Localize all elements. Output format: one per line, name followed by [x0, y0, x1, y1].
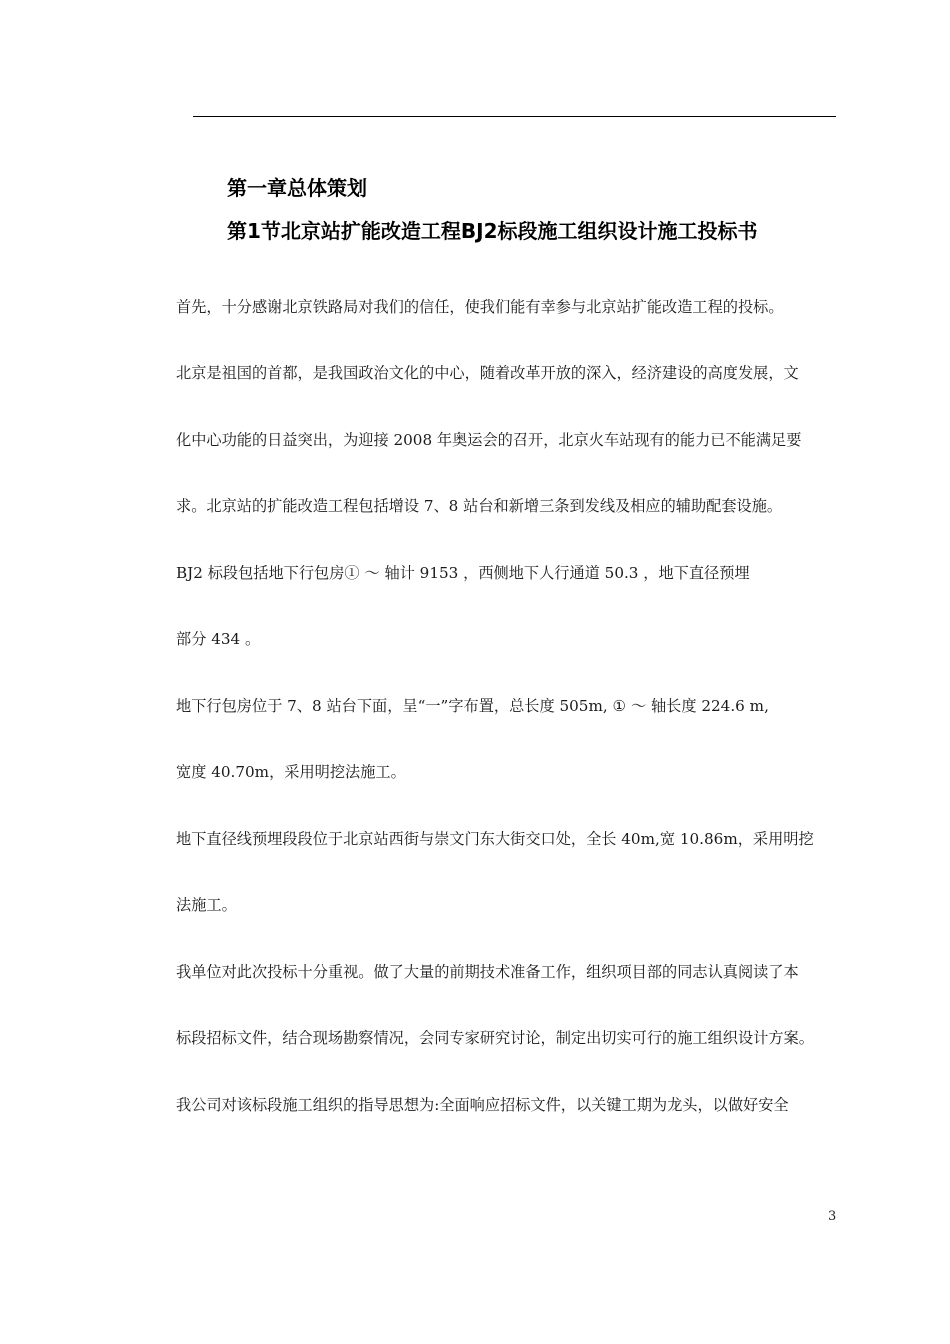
- paragraph-line: 地下直径线预埋段段位于北京站西街与崇文门东大街交口处，全长 40m,宽 10.86m，采用明挖: [176, 830, 814, 848]
- paragraph-line: 法施工。: [176, 896, 237, 914]
- paragraph-line: 首先，十分感谢北京铁路局对我们的信任，使我们能有幸参与北京站扩能改造工程的投标。: [176, 298, 784, 316]
- page-number: 3: [828, 1209, 837, 1224]
- paragraph-line: 化中心功能的日益突出，为迎接 2008 年奥运会的召开，北京火车站现有的能力已不能满足要: [176, 431, 802, 449]
- paragraph-line: 求。北京站的扩能改造工程包括增设 7、8 站台和新增三条到发线及相应的辅助配套设施。: [176, 497, 783, 515]
- paragraph-line: BJ2 标段包括地下行包房① ～ 轴计 9153 ，西侧地下人行通道 50.3 ，地下直径预埋: [176, 564, 750, 582]
- paragraph-line: 宽度 40.70m，采用明挖法施工。: [176, 763, 406, 781]
- section-title: 第1节北京站扩能改造工程BJ2标段施工组织设计施工投标书: [227, 219, 758, 243]
- paragraph-line: 北京是祖国的首都，是我国政治文化的中心，随着改革开放的深入，经济建设的高度发展，文: [176, 364, 799, 382]
- paragraph-line: 标段招标文件，结合现场勘察情况，会同专家研究讨论，制定出切实可行的施工组织设计方案。: [176, 1029, 814, 1047]
- chapter-title: 第一章总体策划: [227, 176, 367, 200]
- paragraph-line: 地下行包房位于 7、8 站台下面，呈“一”字布置，总长度 505m, ① ～ 轴长度 224.6 m,: [176, 697, 769, 715]
- paragraph-line: 部分 434 。: [176, 630, 261, 648]
- paragraph-line: 我单位对此次投标十分重视。做了大量的前期技术准备工作，组织项目部的同志认真阅读了本: [176, 963, 799, 981]
- paragraph-line: 我公司对该标段施工组织的指导思想为:全面响应招标文件，以关键工期为龙头，以做好安全: [176, 1096, 789, 1114]
- header-rule: [193, 116, 836, 117]
